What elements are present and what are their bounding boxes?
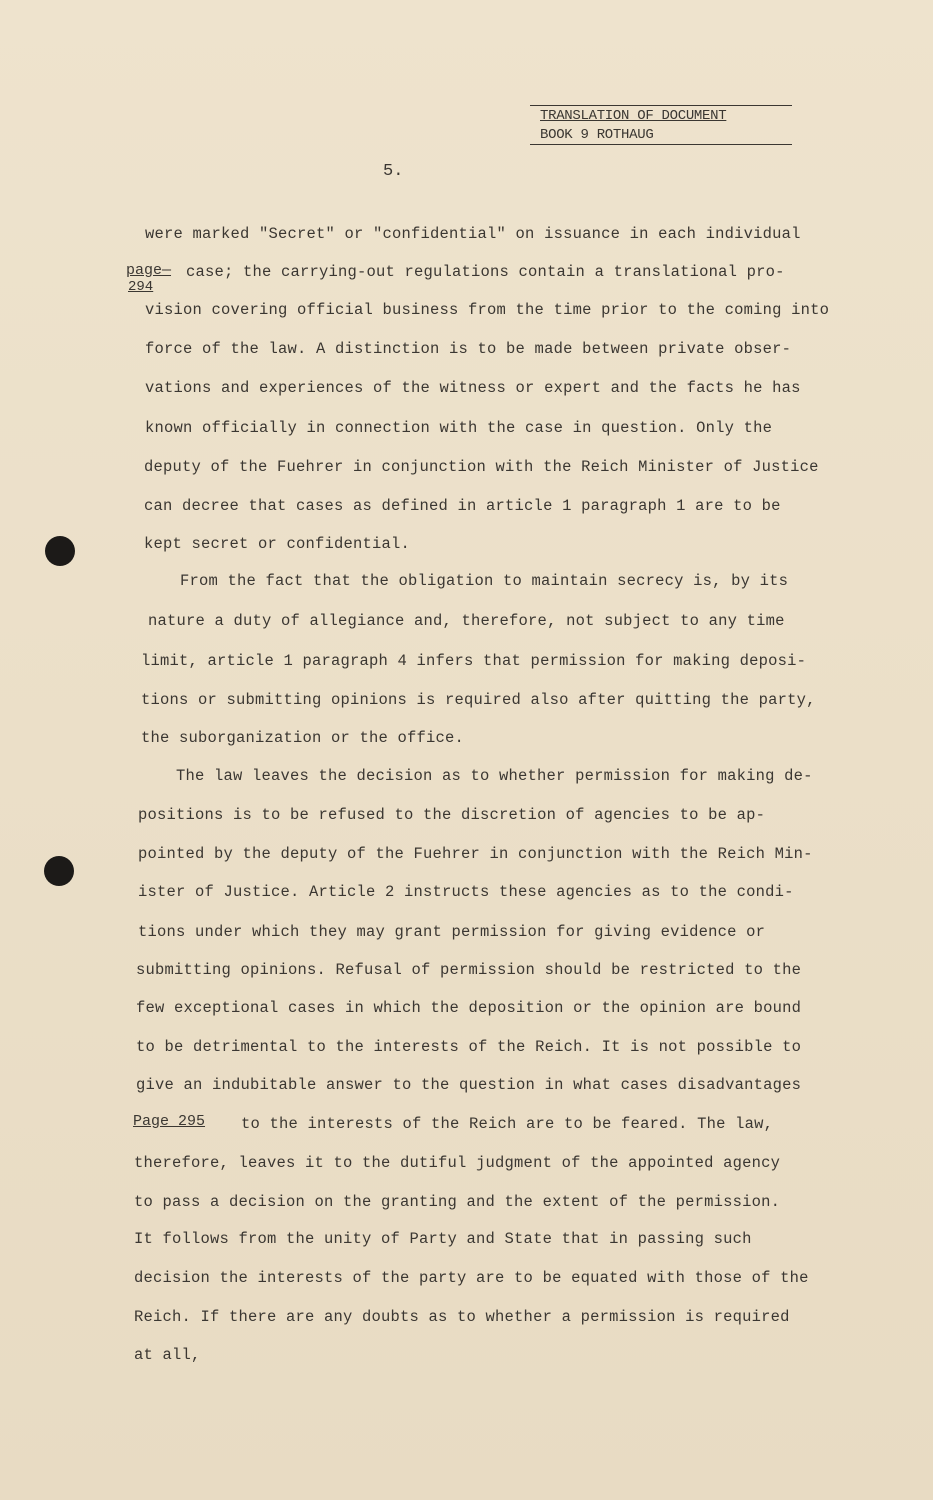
body-line-7: deputy of the Fuehrer in conjunction with the Reich Minister of Justice bbox=[144, 458, 819, 476]
header-book: BOOK 9 ROTHAUG bbox=[540, 127, 654, 143]
body-line-10: From the fact that the obligation to maintain secrecy is, by its bbox=[180, 572, 789, 590]
margin-page-label-294: page— bbox=[126, 262, 172, 279]
margin-page-number-294: 294 bbox=[128, 279, 154, 295]
body-line-12: limit, article 1 paragraph 4 infers that permission for making deposi- bbox=[141, 652, 807, 670]
body-line-2: case; the carrying-out regulations contain a translational pro- bbox=[186, 263, 785, 281]
body-line-14: the suborganization or the office. bbox=[141, 729, 465, 747]
body-line-8: can decree that cases as defined in article 1 paragraph 1 are to be bbox=[144, 497, 781, 515]
body-line-18: ister of Justice. Article 2 instructs these agencies as to the condi- bbox=[138, 883, 794, 901]
punch-hole-bottom bbox=[44, 856, 74, 886]
body-line-4: force of the law. A distinction is to be made between private obser- bbox=[145, 340, 792, 358]
body-line-22: to be detrimental to the interests of the Reich. It is not possible to bbox=[136, 1038, 802, 1056]
body-line-20: submitting opinions. Refusal of permission should be restricted to the bbox=[136, 961, 802, 979]
body-line-13: tions or submitting opinions is required also after quitting the party, bbox=[141, 691, 816, 709]
body-line-3: vision covering official business from the time prior to the coming into bbox=[145, 301, 830, 319]
margin-page-label-295: Page 295 bbox=[133, 1113, 206, 1130]
body-line-11: nature a duty of allegiance and, therefore, not subject to any time bbox=[148, 612, 785, 630]
body-line-23: give an indubitable answer to the question in what cases disadvantages bbox=[136, 1076, 802, 1094]
body-line-24: to the interests of the Reich are to be feared. The law, bbox=[241, 1115, 774, 1133]
body-line-15: The law leaves the decision as to whether permission for making de- bbox=[176, 767, 813, 785]
body-line-16: positions is to be refused to the discretion of agencies to be ap- bbox=[138, 806, 766, 824]
body-line-19: tions under which they may grant permission for giving evidence or bbox=[138, 923, 766, 941]
header-title: TRANSLATION OF DOCUMENT bbox=[540, 108, 727, 124]
body-line-1: were marked "Secret" or "confidential" on issuance in each individual bbox=[145, 225, 801, 243]
body-line-6: known officially in connection with the case in question. Only the bbox=[145, 419, 773, 437]
header-rule-bottom bbox=[530, 144, 792, 145]
body-line-30: at all, bbox=[134, 1346, 201, 1364]
body-line-21: few exceptional cases in which the deposition or the opinion are bound bbox=[136, 999, 802, 1017]
body-line-29: Reich. If there are any doubts as to whether a permission is required bbox=[134, 1308, 790, 1326]
punch-hole-top bbox=[45, 536, 75, 566]
body-line-17: pointed by the deputy of the Fuehrer in conjunction with the Reich Min- bbox=[138, 845, 813, 863]
body-line-9: kept secret or confidential. bbox=[144, 535, 411, 553]
body-line-25: therefore, leaves it to the dutiful judgment of the appointed agency bbox=[134, 1154, 781, 1172]
page-number: 5. bbox=[383, 162, 404, 181]
body-line-28: decision the interests of the party are to be equated with those of the bbox=[134, 1269, 809, 1287]
body-line-27: It follows from the unity of Party and State that in passing such bbox=[134, 1230, 752, 1248]
body-line-26: to pass a decision on the granting and the extent of the permission. bbox=[134, 1193, 781, 1211]
body-line-5: vations and experiences of the witness or expert and the facts he has bbox=[145, 379, 801, 397]
